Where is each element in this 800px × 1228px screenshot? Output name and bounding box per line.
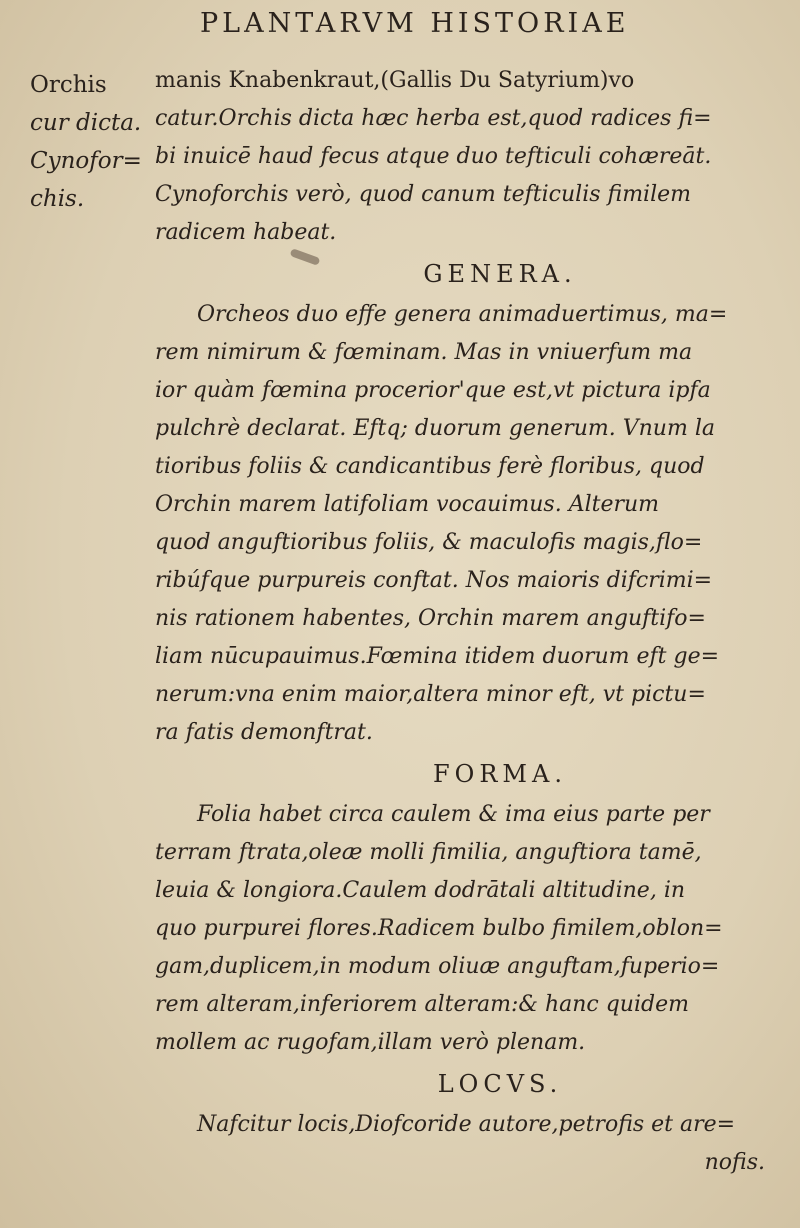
body-text bbox=[155, 62, 785, 1182]
text-line: quod anguftioribus foliis, & maculofis magis,flo= bbox=[155, 530, 703, 555]
text-line: tioribus foliis & candicantibus ferè floribus, quod bbox=[155, 454, 705, 479]
text-line: manis Knabenkraut,(Gallis Du Satyrium)vo bbox=[155, 68, 635, 93]
text-line: Orcheos duo effe genera animaduertimus, ma= bbox=[197, 302, 728, 327]
text-line: Folia habet circa caulem & ima eius parte per bbox=[197, 802, 710, 827]
section-heading-locus: LOCVS. bbox=[437, 1070, 563, 1098]
text-line: pulchrè declarat. Eftq; duorum generum. Vnum la bbox=[155, 416, 715, 441]
text-line: liam nūcupauimus.Fœmina itidem duorum eft ge= bbox=[155, 644, 720, 669]
text-line: ra fatis demonftrat. bbox=[155, 720, 373, 745]
text-line: Cynoforchis verò, quod canum tefticulis fimilem bbox=[155, 182, 692, 207]
text-line: nofis. bbox=[704, 1150, 765, 1175]
section-heading-forma: FORMA. bbox=[433, 760, 567, 788]
text-line: nerum:vna enim maior,altera minor eft, vt pictu= bbox=[155, 682, 706, 707]
margin-note: Cynofor= bbox=[30, 148, 142, 174]
running-head: PLANTARVM HISTORIAE bbox=[200, 8, 630, 39]
text-line: rem alteram,inferiorem alteram:& hanc quidem bbox=[155, 992, 689, 1017]
margin-note: chis. bbox=[30, 186, 85, 212]
text-line: Orchin marem latifoliam vocauimus. Alterum bbox=[155, 492, 660, 517]
text-line: rem nimirum & fœminam. Mas in vniuerfum ma bbox=[155, 340, 693, 365]
text-line: bi inuicē haud fecus atque duo tefticuli cohæreāt. bbox=[155, 144, 712, 169]
text-line: nis rationem habentes, Orchin marem anguftifo= bbox=[155, 606, 706, 631]
section-heading-genera: GENERA. bbox=[423, 260, 577, 288]
text-line: catur.Orchis dicta hæc herba est,quod radices fi= bbox=[155, 106, 712, 131]
text-line: Nafcitur locis,Diofcoride autore,petrofis et are= bbox=[197, 1112, 736, 1137]
margin-note: cur dicta. bbox=[30, 110, 142, 136]
text-line: ribúfque purpureis conftat. Nos maioris difcrimi= bbox=[155, 568, 713, 593]
text-line: terram ftrata,oleæ molli fimilia, anguftiora tamē, bbox=[155, 840, 702, 865]
text-line: radicem habeat. bbox=[155, 220, 337, 245]
margin-note: Orchis bbox=[30, 72, 107, 98]
text-line: gam,duplicem,in modum oliuæ anguftam,fuperio= bbox=[155, 954, 720, 979]
text-line: leuia & longiora.Caulem dodrātali altitudine, in bbox=[155, 878, 686, 903]
text-line: mollem ac rugofam,illam verò plenam. bbox=[155, 1030, 586, 1055]
text-line: ior quàm fœmina procerior'que est,vt pictura ipfa bbox=[155, 378, 711, 403]
text-line: quo purpurei flores.Radicem bulbo fimilem,oblon= bbox=[155, 916, 723, 941]
margin-notes bbox=[30, 66, 160, 218]
